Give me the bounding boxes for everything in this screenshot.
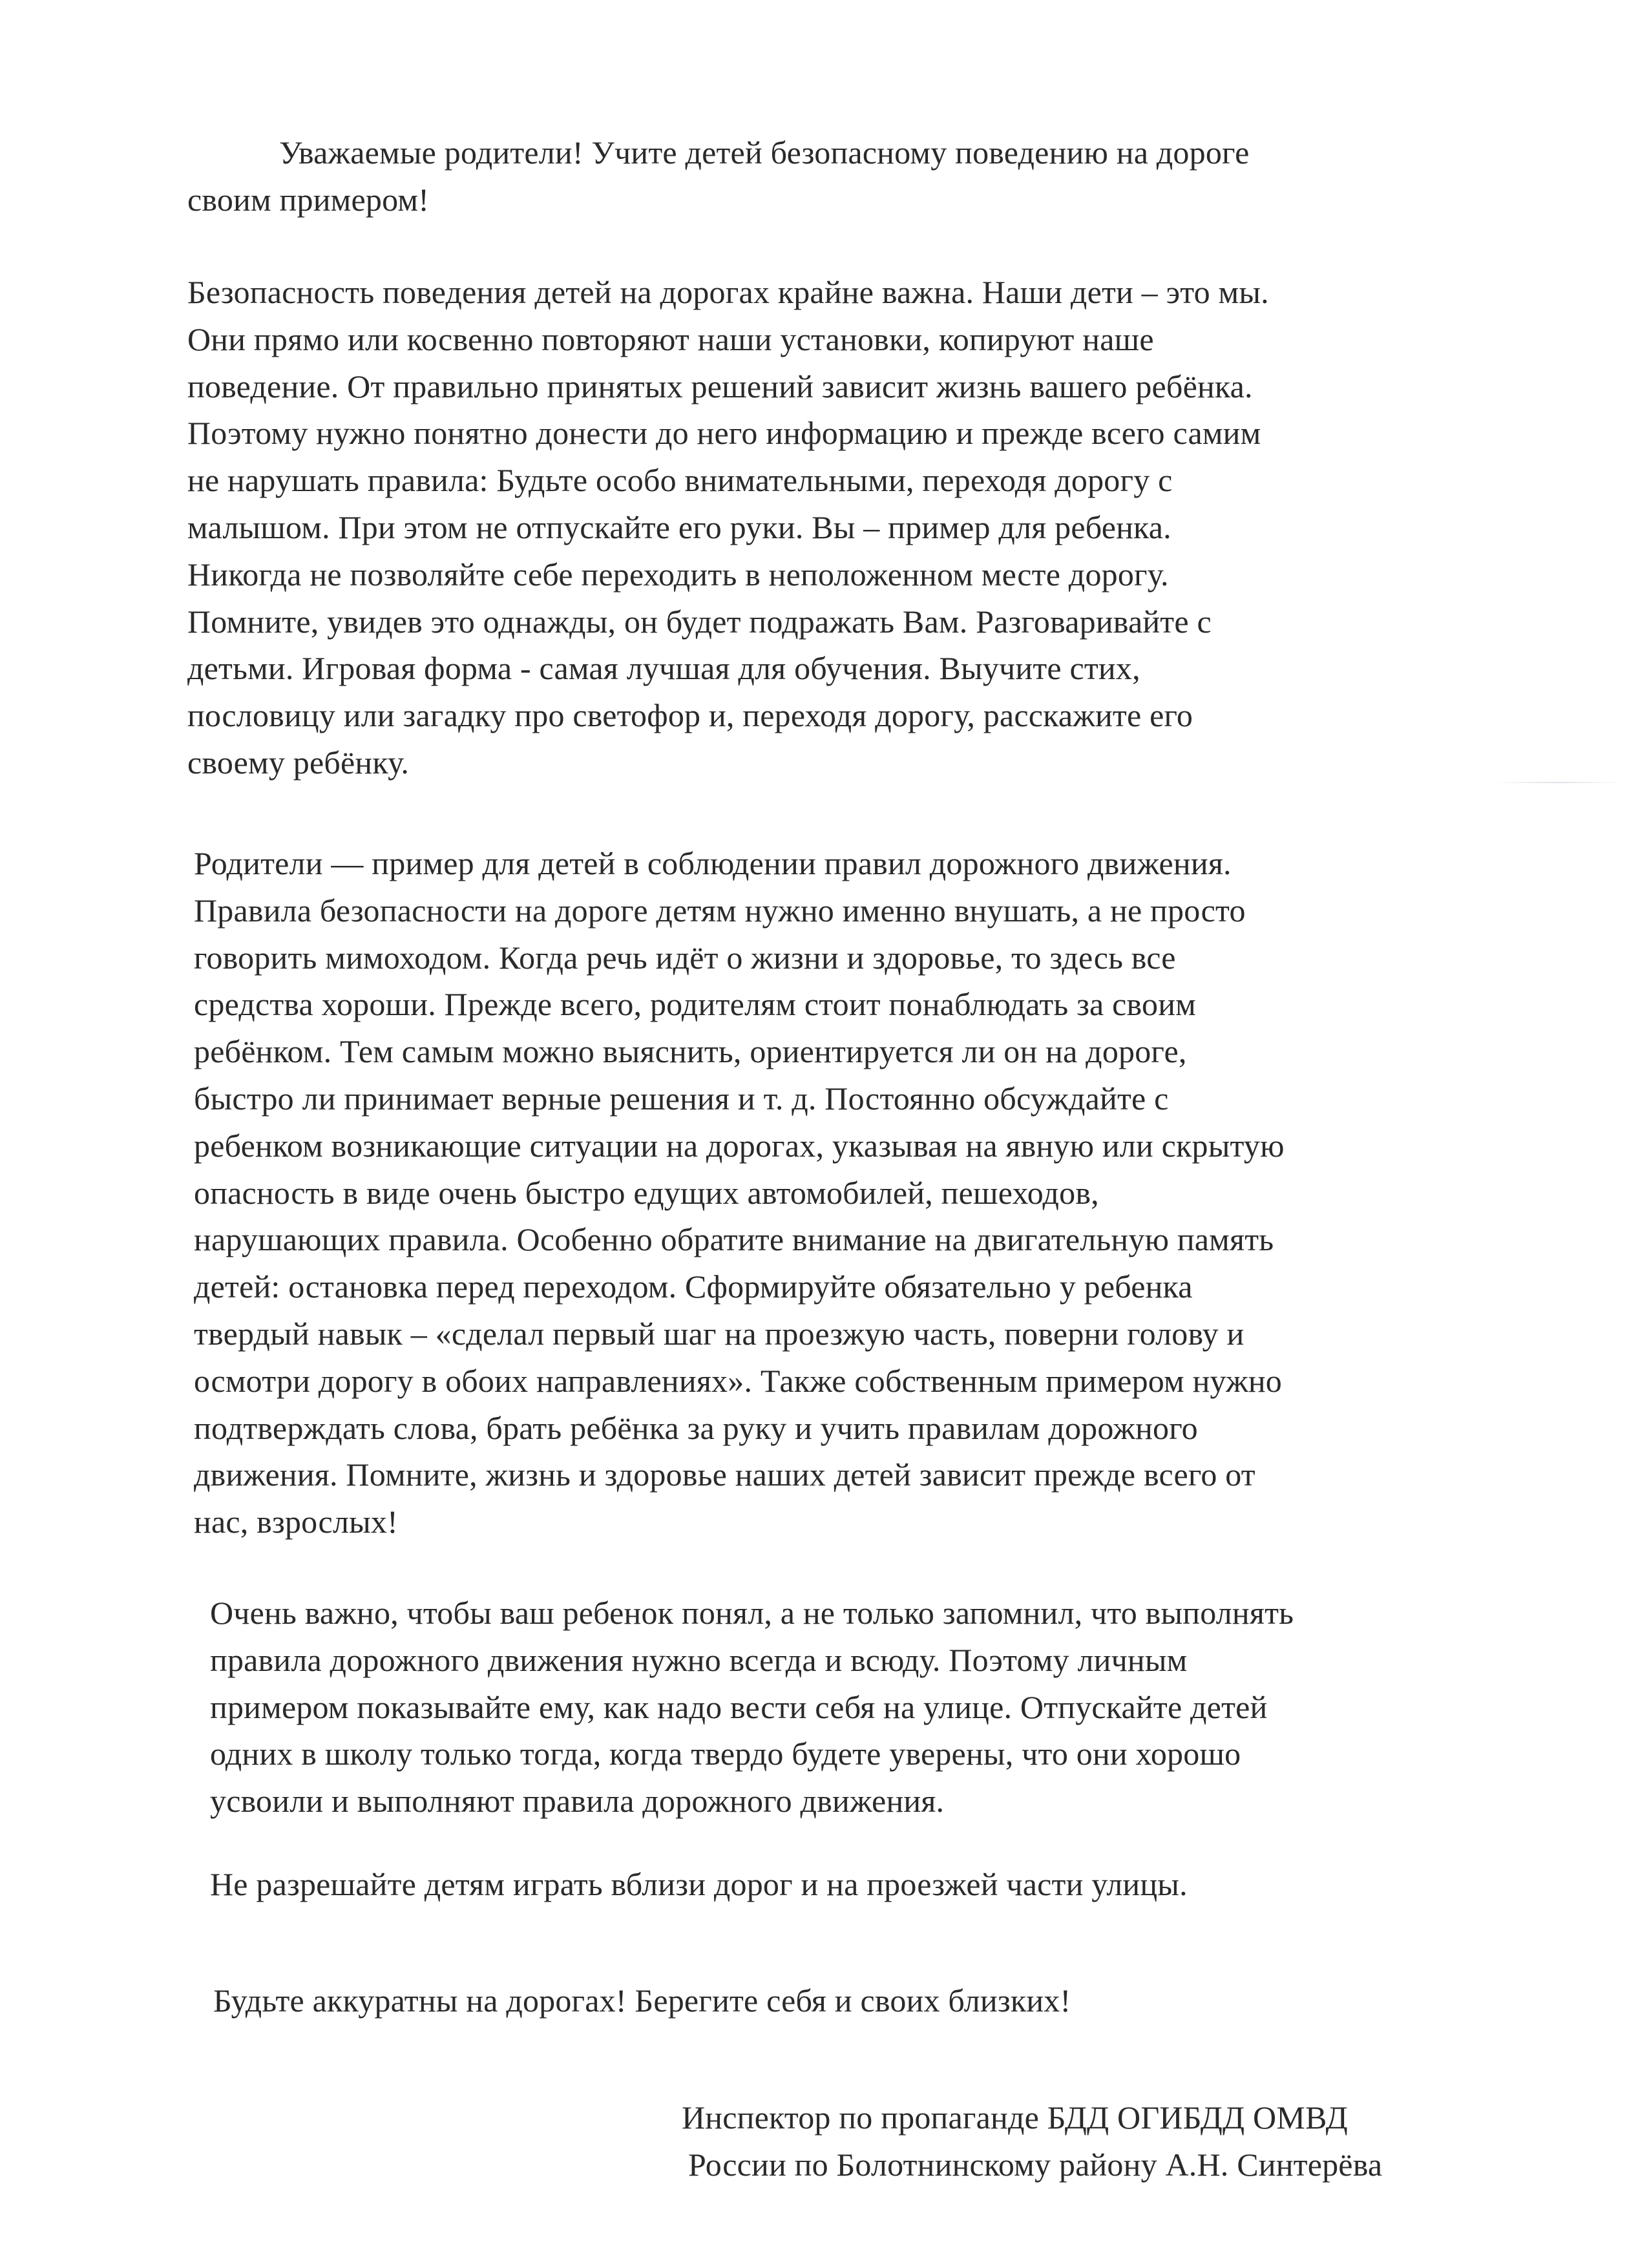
text-line: твердый навык – «сделал первый шаг на проезжую часть, поверни голову и	[194, 1315, 1245, 1352]
text-line: Не разрешайте детям играть вблизи дорог и на проезжей части улицы.	[210, 1866, 1188, 1902]
text-line: детьми. Игровая форма - самая лучшая для обучения. Выучите стих,	[187, 650, 1140, 687]
text-line: Они прямо или косвенно повторяют наши установки, копируют наше	[187, 320, 1154, 357]
scan-artifact	[1494, 782, 1623, 783]
signature-line: России по Болотнинскому району А.Н. Синтерёва	[688, 2146, 1383, 2183]
text-line: малышом. При этом не отпускайте его руки. Вы – пример для ребенка.	[187, 509, 1171, 545]
text-line: говорить мимоходом. Когда речь идёт о жизни и здоровье, то здесь все	[194, 939, 1176, 976]
text-line: Безопасность поведения детей на дорогах крайне важна. Наши дети – это мы.	[187, 274, 1269, 310]
text-line: Правила безопасности на дороге детям нужно именно внушать, а не просто	[194, 892, 1246, 929]
paragraph-3	[210, 1590, 1294, 1825]
text-line: не нарушать правила: Будьте особо внимательными, переходя дорогу с	[187, 462, 1173, 499]
text-line: опасность в виде очень быстро едущих автомобилей, пешеходов,	[194, 1174, 1099, 1211]
text-line: поведение. От правильно принятых решений зависит жизнь вашего ребёнка.	[187, 368, 1253, 404]
paragraph-1	[187, 269, 1269, 786]
text-line: Будьте аккуратны на дорогах! Берегите себя и своих близких!	[213, 1982, 1071, 2019]
text-line: нас, взрослых!	[194, 1504, 398, 1540]
text-line: ребёнком. Тем самым можно выяснить, ориентируется ли он на дороге,	[194, 1033, 1187, 1070]
headline-line: Уважаемые родители! Учите детей безопасному поведению на дороге	[279, 134, 1250, 171]
text-line: Поэтому нужно понятно донести до него информацию и прежде всего самим	[187, 415, 1261, 452]
signature-line: Инспектор по пропаганде БДД ОГИБДД ОМВД	[682, 2099, 1348, 2136]
text-line: Родители — пример для детей в соблюдении правил дорожного движения.	[194, 845, 1232, 881]
text-line: Помните, увидев это однажды, он будет подражать Вам. Разговаривайте с	[187, 603, 1212, 640]
text-line: примером показывайте ему, как надо вести себя на улице. Отпускайте детей	[210, 1688, 1268, 1725]
text-line: средства хороши. Прежде всего, родителям стоит понаблюдать за своим	[194, 986, 1196, 1023]
paragraph-2	[194, 840, 1285, 1546]
text-line: осмотри дорогу в обоих направлениях». Также собственным примером нужно	[194, 1362, 1282, 1399]
text-line: подтверждать слова, брать ребёнка за руку и учить правилам дорожного	[194, 1409, 1198, 1446]
text-line: Никогда не позволяйте себе переходить в неположенном месте дорогу.	[187, 556, 1169, 593]
headline	[187, 129, 1249, 224]
text-line: правила дорожного движения нужно всегда и всюду. Поэтому личным	[210, 1641, 1188, 1678]
headline-line: своим примером!	[187, 181, 430, 218]
text-line: одних в школу только тогда, когда твердо будете уверены, что они хорошо	[210, 1736, 1241, 1772]
text-line: усвоили и выполняют правила дорожного движения.	[210, 1783, 945, 1820]
paragraph-4	[210, 1861, 1188, 1908]
text-line: Очень важно, чтобы ваш ребенок понял, а не только запомнил, что выполнять	[210, 1595, 1294, 1631]
text-line: своему ребёнку.	[187, 744, 410, 781]
text-line: движения. Помните, жизнь и здоровье наших детей зависит прежде всего от	[194, 1456, 1255, 1493]
text-line: нарушающих правила. Особенно обратите внимание на двигательную память	[194, 1221, 1274, 1258]
signature-block	[682, 2094, 1382, 2189]
text-line: детей: остановка перед переходом. Сформируйте обязательно у ребенка	[194, 1268, 1193, 1305]
text-line: пословицу или загадку про светофор и, переходя дорогу, расскажите его	[187, 697, 1193, 734]
paragraph-5	[213, 1977, 1071, 2024]
text-line: быстро ли принимает верные решения и т. д. Постоянно обсуждайте с	[194, 1080, 1169, 1117]
text-line: ребенком возникающие ситуации на дорогах, указывая на явную или скрытую	[194, 1127, 1285, 1164]
